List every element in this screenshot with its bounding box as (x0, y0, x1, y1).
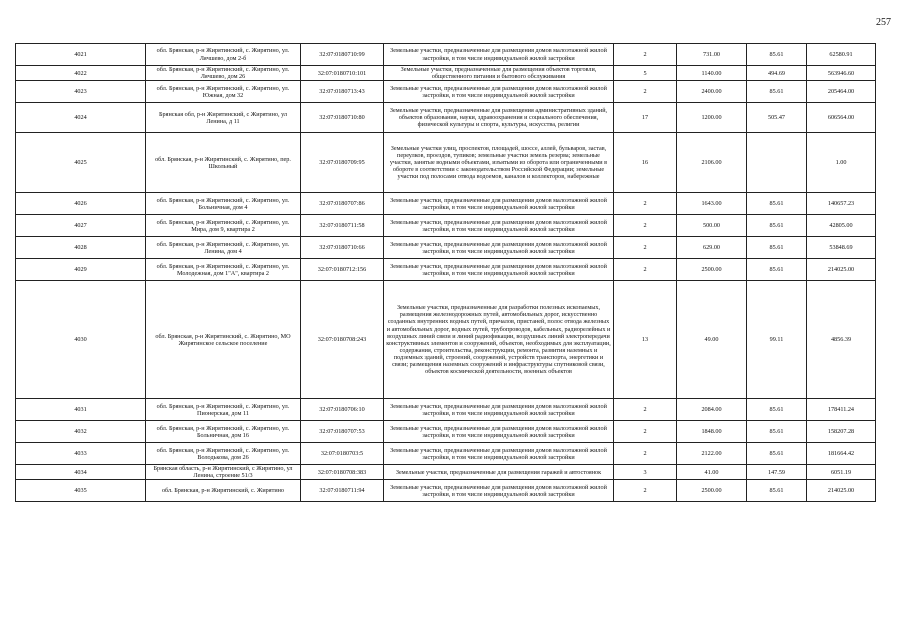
rate-cell: 85.61 (747, 480, 807, 502)
cadastral-number-cell: 32:07:0180708:383 (301, 465, 384, 480)
cadastral-value-cell: 140657.23 (807, 193, 876, 215)
rate-cell: 85.61 (747, 44, 807, 66)
area-cell: 1200.00 (677, 103, 747, 133)
cadastral-value-cell: 4856.39 (807, 281, 876, 399)
cadastral-value-cell: 205464.00 (807, 81, 876, 103)
address-cell: обл. Брянская, р-н Жирятинский, с. Жирятино, ул. Южная, дом 32 (146, 81, 301, 103)
land-use-cell: Земельные участки, предназначенные для размещения домов малоэтажной жилой застройки, в том числе индивидуальной жилой застройки (384, 480, 614, 502)
group-code-cell: 16 (614, 133, 677, 193)
group-code-cell: 2 (614, 443, 677, 465)
area-cell: 1848.00 (677, 421, 747, 443)
row-number-cell: 4027 (16, 215, 146, 237)
row-number-cell: 4028 (16, 237, 146, 259)
land-use-cell: Земельные участки, предназначенные для размещения домов малоэтажной жилой застройки, в том числе индивидуальной жилой застройки (384, 399, 614, 421)
group-code-cell: 17 (614, 103, 677, 133)
rate-cell: 505.47 (747, 103, 807, 133)
group-code-cell: 2 (614, 193, 677, 215)
rate-cell: 85.61 (747, 237, 807, 259)
cadastral-value-cell: 214025.00 (807, 480, 876, 502)
area-cell: 2122.00 (677, 443, 747, 465)
land-registry-table (15, 43, 876, 502)
land-use-cell: Земельные участки, предназначенные для размещения домов малоэтажной жилой застройки, в том числе индивидуальной жилой застройки (384, 443, 614, 465)
area-cell: 2500.00 (677, 259, 747, 281)
table-row (16, 103, 876, 133)
land-use-cell: Земельные участки, предназначенные для размещения административных зданий, объектов образования, науки, здравоохранения и социального обеспечения, физической культуры и спорта, культуры, искусства, религии (384, 103, 614, 133)
area-cell: 2400.00 (677, 81, 747, 103)
group-code-cell: 5 (614, 66, 677, 81)
table-row (16, 215, 876, 237)
cadastral-value-cell: 53848.69 (807, 237, 876, 259)
area-cell: 1643.00 (677, 193, 747, 215)
cadastral-value-cell: 6051.19 (807, 465, 876, 480)
rate-cell: 147.59 (747, 465, 807, 480)
address-cell: обл. Брянская, р-н Жирятинский, с. Жирятино, ул. Лячшево, дом 2-б (146, 44, 301, 66)
cadastral-number-cell: 32:07:0180710:101 (301, 66, 384, 81)
cadastral-value-cell: 42805.00 (807, 215, 876, 237)
row-number-cell: 4021 (16, 44, 146, 66)
land-use-cell: Земельные участки, предназначенные для размещения домов малоэтажной жилой застройки, в том числе индивидуальной жилой застройки (384, 421, 614, 443)
row-number-cell: 4025 (16, 133, 146, 193)
cadastral-number-cell: 32:07:0180713:43 (301, 81, 384, 103)
area-cell: 500.00 (677, 215, 747, 237)
address-cell: обл. Брянская, р-н Жирятинский, с. Жирятино, ул. Володькова, дом 26 (146, 443, 301, 465)
table-row (16, 237, 876, 259)
cadastral-number-cell: 32:07:0180710:99 (301, 44, 384, 66)
cadastral-value-cell: 181664.42 (807, 443, 876, 465)
address-cell: обл. Брянская, р-н Жирятинский, с. Жирятино, ул. Пионерская, дом 11 (146, 399, 301, 421)
table-row (16, 480, 876, 502)
table-row (16, 443, 876, 465)
land-use-cell: Земельные участки, предназначенные для разработки полезных ископаемых, размещения железнодорожных путей, автомобильных дорог, искусственно созданных внутренних водных путей, причалов, пристаней, полос отвода железных и автомобильных дорог, водных путей, трубопроводов, кабельных, радиорелейных и воздушных линий связи и линий радиофикации, воздушных линий электропередачи конструктивных элементов и сооружений, объектов, необходимых для эксплуатации, содержания, строительства, реконструкции, ремонта, развития наземных и подземных зданий, строений, сооружений, устройств транспорта, энергетики и связи; размещения наземных сооружений и инфраструктуры спутниковой связи, объектов космической деятельности, военных объектов (384, 281, 614, 399)
address-cell: Брянская область, р-н Жирятинский, с Жирятино, ул Ленина, строение 51/3 (146, 465, 301, 480)
rate-cell: 85.61 (747, 399, 807, 421)
group-code-cell: 2 (614, 480, 677, 502)
cadastral-number-cell: 32:07:0180708:243 (301, 281, 384, 399)
rate-cell: 85.61 (747, 215, 807, 237)
cadastral-value-cell: 606564.00 (807, 103, 876, 133)
address-cell: обл. Брянская, р-н Жирятинский, с. Жирятино, ул. Ленина, дом 4 (146, 237, 301, 259)
rate-cell: 99.11 (747, 281, 807, 399)
cadastral-value-cell: 563946.60 (807, 66, 876, 81)
table-row (16, 465, 876, 480)
cadastral-number-cell: 32:07:0180711:58 (301, 215, 384, 237)
land-use-cell: Земельные участки, предназначенные для размещения домов малоэтажной жилой застройки, в том числе индивидуальной жилой застройки (384, 215, 614, 237)
land-use-cell: Земельные участки, предназначенные для размещения домов малоэтажной жилой застройки, в том числе индивидуальной жилой застройки (384, 81, 614, 103)
address-cell: обл. Брянская, р-н Жирятинский, с. Жирятино, ул. Больничная, дом 16 (146, 421, 301, 443)
cadastral-number-cell: 32:07:0180707:53 (301, 421, 384, 443)
table-row (16, 193, 876, 215)
row-number-cell: 4030 (16, 281, 146, 399)
table-row (16, 44, 876, 66)
area-cell: 1140.00 (677, 66, 747, 81)
table-row (16, 81, 876, 103)
address-cell: обл. Брянская, р-н Жирятинский, с. Жирятино, пер. Школьный (146, 133, 301, 193)
cadastral-number-cell: 32:07:0180707:86 (301, 193, 384, 215)
address-cell: обл. Брянская, р-н Жирятинский, с. Жирятино, ул. Молодежная, дом 1"А", квартира 2 (146, 259, 301, 281)
rate-cell: 494.69 (747, 66, 807, 81)
cadastral-number-cell: 32:07:0180710:66 (301, 237, 384, 259)
cadastral-value-cell: 1.00 (807, 133, 876, 193)
area-cell: 2106.00 (677, 133, 747, 193)
row-number-cell: 4034 (16, 465, 146, 480)
table-row (16, 133, 876, 193)
row-number-cell: 4024 (16, 103, 146, 133)
group-code-cell: 2 (614, 399, 677, 421)
table-row (16, 66, 876, 81)
land-use-cell: Земельные участки, предназначенные для размещения домов малоэтажной жилой застройки, в том числе индивидуальной жилой застройки (384, 237, 614, 259)
table-row (16, 421, 876, 443)
land-use-cell: Земельные участки, предназначенные для размещения домов малоэтажной жилой застройки, в том числе индивидуальной жилой застройки (384, 259, 614, 281)
land-use-cell: Земельные участки, предназначенные для размещения гаражей и автостоянок (384, 465, 614, 480)
address-cell: обл. Брянская, р-н Жирятинский, с. Жирятино, ул. Лячшево, дом 26 (146, 66, 301, 81)
row-number-cell: 4035 (16, 480, 146, 502)
area-cell: 41.00 (677, 465, 747, 480)
row-number-cell: 4029 (16, 259, 146, 281)
cadastral-number-cell: 32:07:0180712:156 (301, 259, 384, 281)
cadastral-number-cell: 32:07:0180709:95 (301, 133, 384, 193)
area-cell: 731.00 (677, 44, 747, 66)
page-number: 257 (876, 17, 891, 28)
rate-cell: 85.61 (747, 443, 807, 465)
group-code-cell: 2 (614, 237, 677, 259)
rate-cell: 85.61 (747, 193, 807, 215)
row-number-cell: 4032 (16, 421, 146, 443)
group-code-cell: 2 (614, 215, 677, 237)
rate-cell: 85.61 (747, 259, 807, 281)
table-row (16, 399, 876, 421)
land-use-cell: Земельные участки улиц, проспектов, площадей, шоссе, аллей, бульваров, застав, переулков, проездов, тупиков; земельные участки земель резерва; земельные участки, занятые водными объектами, изъятыми из оборота или ограниченными в обороте в соответствии с законодательством Российской Федерации; земельные участки под полосами отвода водоемов, каналов и коллекторов, набережные (384, 133, 614, 193)
group-code-cell: 2 (614, 44, 677, 66)
cadastral-number-cell: 32:07:0180703:5 (301, 443, 384, 465)
table-row (16, 281, 876, 399)
cadastral-value-cell: 158207.28 (807, 421, 876, 443)
cadastral-value-cell: 62580.91 (807, 44, 876, 66)
address-cell: обл. Брянская, р-н Жирятинский, с. Жирятино, МО Жирятинское сельское поселение (146, 281, 301, 399)
rate-cell: 85.61 (747, 421, 807, 443)
cadastral-number-cell: 32:07:0180711:94 (301, 480, 384, 502)
area-cell: 2500.00 (677, 480, 747, 502)
address-cell: обл. Брянская, р-н Жирятинский, с. Жирятино, ул. Мира, дом 9, квартира 2 (146, 215, 301, 237)
rate-cell (747, 133, 807, 193)
row-number-cell: 4026 (16, 193, 146, 215)
group-code-cell: 3 (614, 465, 677, 480)
area-cell: 629.00 (677, 237, 747, 259)
rate-cell: 85.61 (747, 81, 807, 103)
group-code-cell: 2 (614, 259, 677, 281)
row-number-cell: 4022 (16, 66, 146, 81)
table-row (16, 259, 876, 281)
row-number-cell: 4023 (16, 81, 146, 103)
area-cell: 2084.00 (677, 399, 747, 421)
cadastral-value-cell: 214025.00 (807, 259, 876, 281)
address-cell: Брянская обл, р-н Жирятинский, с Жирятино, ул Ленина, д 11 (146, 103, 301, 133)
table-body (16, 44, 876, 502)
land-use-cell: Земельные участки, предназначенные для размещения объектов торговли, общественного питания и бытового обслуживания (384, 66, 614, 81)
group-code-cell: 2 (614, 81, 677, 103)
group-code-cell: 13 (614, 281, 677, 399)
group-code-cell: 2 (614, 421, 677, 443)
address-cell: обл. Брянская, р-н Жирятинский, с. Жирятино, ул. Больничная, дом 4 (146, 193, 301, 215)
address-cell: обл. Брянская, р-н Жирятинский, с. Жирятино (146, 480, 301, 502)
cadastral-number-cell: 32:07:0180710:80 (301, 103, 384, 133)
row-number-cell: 4033 (16, 443, 146, 465)
row-number-cell: 4031 (16, 399, 146, 421)
cadastral-value-cell: 178411.24 (807, 399, 876, 421)
area-cell: 49.00 (677, 281, 747, 399)
cadastral-number-cell: 32:07:0180706:10 (301, 399, 384, 421)
land-use-cell: Земельные участки, предназначенные для размещения домов малоэтажной жилой застройки, в том числе индивидуальной жилой застройки (384, 193, 614, 215)
land-use-cell: Земельные участки, предназначенные для размещения домов малоэтажной жилой застройки, в том числе индивидуальной жилой застройки (384, 44, 614, 66)
